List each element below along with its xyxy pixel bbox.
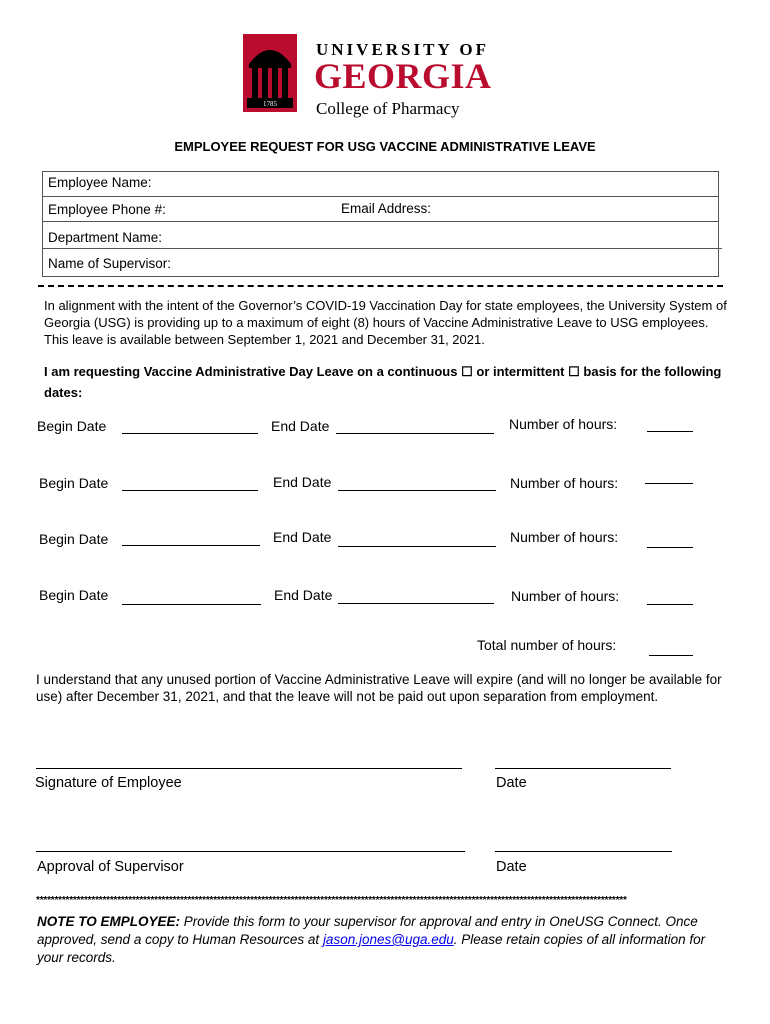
end-date-field[interactable] [336, 433, 494, 434]
logo-college: College of Pharmacy [316, 99, 460, 118]
divider [42, 221, 719, 222]
department-name-label: Department Name: [48, 230, 163, 245]
begin-date-field[interactable] [122, 545, 260, 546]
hours-label: Number of hours: [510, 475, 619, 491]
end-date-field[interactable] [338, 546, 496, 547]
note-to-employee: NOTE TO EMPLOYEE: Provide this form to your supervisor for approval and entry in OneUSG Connect. Once approved, send a copy to Human Resources at jason.jones@uga.edu. Please retain copies of all information for your records. [37, 914, 706, 965]
hours-field[interactable] [645, 483, 693, 484]
supervisor-date-line[interactable] [495, 851, 672, 852]
total-hours-field[interactable] [649, 655, 693, 656]
begin-date-field[interactable] [122, 490, 258, 491]
begin-date-field[interactable] [122, 433, 258, 434]
date-label: Date [496, 859, 527, 875]
divider [42, 248, 722, 249]
employee-signature-label: Signature of Employee [35, 775, 182, 791]
hours-label: Number of hours: [511, 588, 620, 604]
divider [42, 196, 719, 197]
logo-georgia: GEORGIA [314, 56, 492, 96]
end-date-label: End Date [273, 529, 332, 545]
dashed-separator [38, 285, 723, 287]
hours-label: Number of hours: [509, 416, 618, 432]
employee-phone-label: Employee Phone #: [48, 202, 166, 217]
end-date-label: End Date [271, 418, 330, 434]
hours-field[interactable] [647, 431, 693, 432]
logo-year: 1785 [263, 100, 277, 108]
form-title: EMPLOYEE REQUEST FOR USG VACCINE ADMINISTRATIVE LEAVE [174, 139, 596, 154]
continuous-checkbox[interactable]: ☐ [461, 364, 473, 379]
intro-paragraph: In alignment with the intent of the Governor’s COVID-19 Vaccination Day for state employees, the University System of Georgia (USG) is providing up to a maximum of eight (8) hours of Vaccine Administrative Leave to USG employees. This leave is available between September 1, 2021 and December 31, 2021. [44, 298, 727, 347]
hr-email-link[interactable]: jason.jones@uga.edu [322, 932, 454, 947]
hours-field[interactable] [647, 547, 693, 548]
intermittent-checkbox[interactable]: ☐ [568, 364, 580, 379]
star-separator: **************************************************************************************************************************************************************** [36, 895, 627, 906]
note-heading: NOTE TO EMPLOYEE: [37, 914, 181, 929]
total-hours-label: Total number of hours: [477, 637, 617, 653]
end-date-label: End Date [274, 587, 333, 603]
begin-date-field[interactable] [122, 604, 261, 605]
begin-date-label: Begin Date [39, 531, 109, 547]
acknowledgement-paragraph: I understand that any unused portion of Vaccine Administrative Leave will expire (and will no longer be available for use) after December 31, 2021, and that the leave will not be paid out upon separation from employment. [36, 672, 722, 704]
begin-date-label: Begin Date [37, 418, 107, 434]
hours-field[interactable] [647, 604, 693, 605]
employee-date-line[interactable] [495, 768, 671, 769]
employee-signature-line[interactable] [36, 768, 462, 769]
hours-label: Number of hours: [510, 529, 619, 545]
begin-date-label: Begin Date [39, 587, 109, 603]
begin-date-label: Begin Date [39, 475, 109, 491]
email-address-label: Email Address: [341, 201, 432, 216]
supervisor-approval-label: Approval of Supervisor [37, 859, 184, 875]
supervisor-signature-line[interactable] [36, 851, 465, 852]
end-date-field[interactable] [338, 490, 496, 491]
employee-name-label: Employee Name: [48, 175, 152, 190]
end-date-label: End Date [273, 474, 332, 490]
date-label: Date [496, 775, 527, 791]
supervisor-name-label: Name of Supervisor: [48, 256, 172, 271]
logo-university-of: UNIVERSITY OF [316, 40, 489, 59]
end-date-field[interactable] [338, 603, 494, 604]
request-statement: I am requesting Vaccine Administrative Day Leave on a continuous ☐ or intermittent ☐ basis for the following dates: [44, 364, 722, 400]
uga-arch-logo [243, 34, 297, 112]
